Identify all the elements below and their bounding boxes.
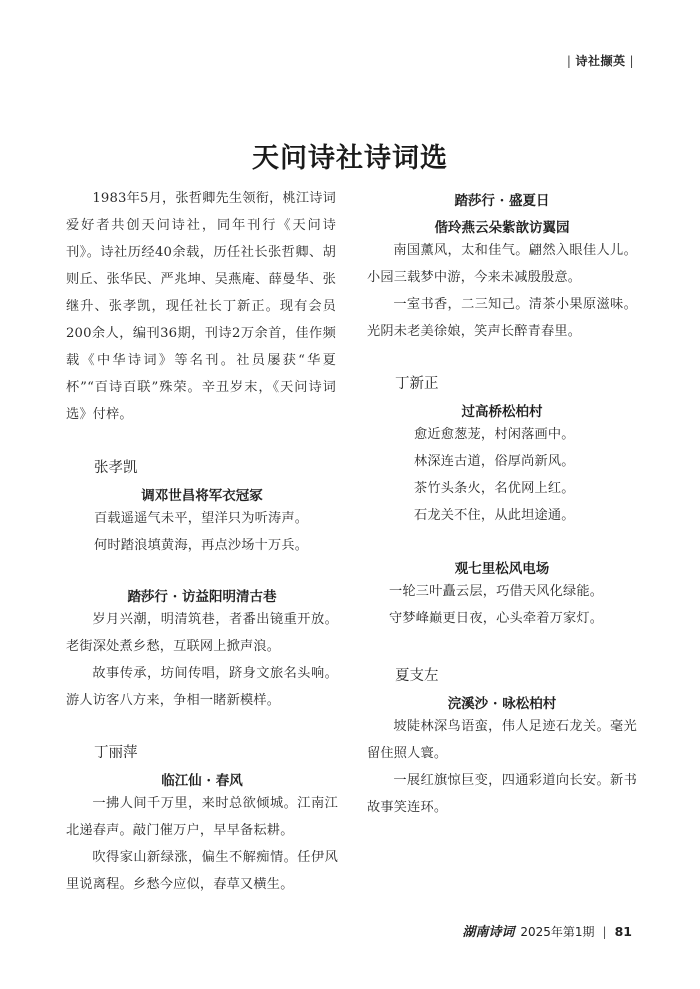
footer-separator: | [602, 925, 607, 939]
intro-paragraph: 1983年5月，张哲卿先生领衔，桃江诗词爱好者共创天问诗社，同年刊行《天问诗刊》。诗社历经40余载，历任社长张哲卿、胡则丘、张华民、严兆坤、吴燕庵、薛曼华、张继升、张孝凯，现任社长丁新正。现有会员200余人，编刊36期，刊诗2万余首，佳作频载《中华诗词》等名刊。社员屡获“华夏杯”“百诗百联”殊荣。辛丑岁末，《天问诗词选》付梓。 [66, 191, 336, 422]
poem-stanza: 吹得家山新绿涨，偏生不解痴情。任伊风里说离程。乡愁今应似，春草又横生。 [66, 850, 338, 892]
poem-line: 林深连古道，俗厚尚新风。 [414, 454, 575, 469]
poem-stanza: 坡陡林深鸟语蛮，伟人足迹石龙关。毫光留住照人寰。 [367, 719, 637, 761]
poem-line: 石龙关不住，从此坦途通。 [414, 508, 575, 523]
poem-stanza: 一室书香，二三知己。清茶小果原滋味。光阴未老美徐娘，笑声长醉青春里。 [367, 297, 637, 339]
poem-line: 守梦峰巅更日夜，心头牵着万家灯。 [389, 611, 604, 626]
poem-line: 百载遥遥气未平，望洋只为听涛声。 [94, 511, 309, 526]
poem-subtitle: 偕玲燕云朵紫歆访翼园 [434, 220, 570, 236]
poem-line: 何时踏浪填黄海，再点沙场十万兵。 [94, 538, 309, 553]
issue-label: 2025年第1期 [520, 925, 595, 939]
page-number: 81 [614, 924, 632, 939]
tag-bar-right: | [629, 54, 634, 68]
author-name: 张孝凯 [94, 460, 138, 476]
poem-line: 茶竹头条火，名优网上红。 [414, 481, 575, 496]
author-name: 丁新正 [395, 376, 439, 392]
poem-title: 踏莎行 · 盛夏日 [454, 193, 550, 209]
page-footer [462, 921, 632, 940]
page-title: 天问诗社诗词选 [252, 143, 448, 174]
poem-title: 踏莎行 · 访益阳明清古巷 [127, 589, 277, 605]
tag-bar-left: | [566, 54, 572, 68]
section-tag [563, 52, 638, 69]
magazine-name: 湖南诗词 [462, 925, 515, 940]
author-name: 丁丽萍 [94, 745, 138, 761]
poem-title: 临江仙 · 春风 [161, 773, 243, 789]
author-name: 夏支左 [395, 668, 439, 684]
poem-stanza: 岁月兴潮，明清筑巷，者番出镜重开放。老街深处煮乡愁，互联网上掀声浪。 [66, 612, 338, 654]
section-name: 诗社撷英 [575, 54, 626, 68]
poem-stanza: 南国薰风，太和佳气。翩然入眼佳人儿。小园三载梦中游，今来未减殷殷意。 [367, 243, 637, 285]
poem-title: 观七里松风电场 [454, 561, 550, 577]
poem-title: 过高桥松柏村 [461, 404, 543, 420]
poem-stanza: 一展红旗惊巨变，四通彩道向长安。新书故事笑连环。 [367, 773, 637, 815]
poem-line: 一轮三叶矗云层，巧借天风化绿能。 [389, 584, 604, 599]
poem-title: 调邓世昌将军衣冠冢 [141, 488, 263, 504]
poem-title: 浣溪沙 · 咏松柏村 [447, 696, 557, 712]
poem-line: 愈近愈葱茏，村闲落画中。 [414, 427, 575, 442]
poem-stanza: 故事传承，坊间传唱，跻身文旅名头响。游人访客八方来，争相一睹新模样。 [66, 666, 338, 708]
poem-stanza: 一拂人间千万里，来时总欲倾城。江南江北递春声。敲门催万户，早早备耘耕。 [66, 796, 338, 838]
